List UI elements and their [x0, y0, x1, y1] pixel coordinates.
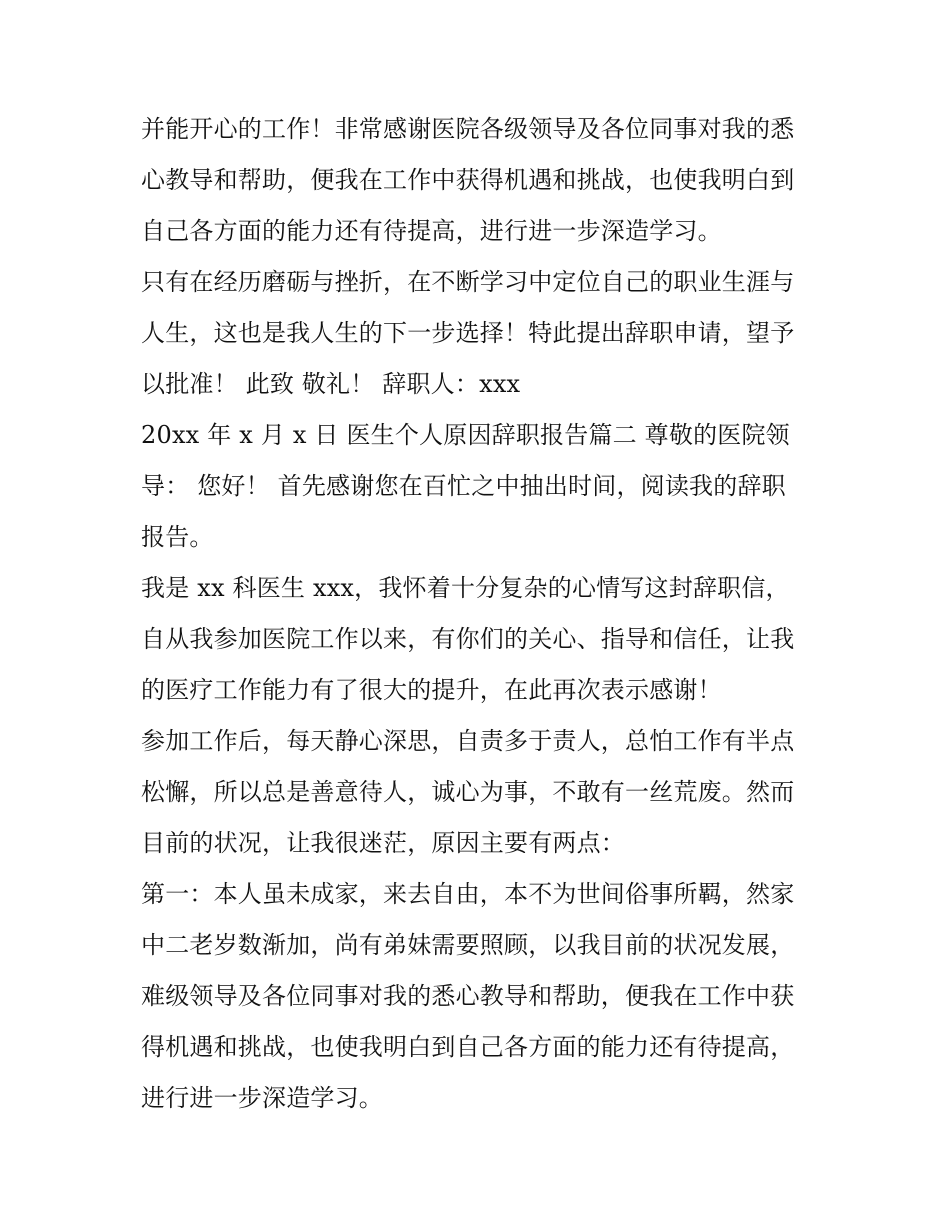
- text-line: 人生，这也是我人生的下一步选择！特此提出辞职申请，望予: [141, 319, 795, 347]
- text-line: 自从我参加医院工作以来，有你们的关心、指导和信任，让我: [141, 625, 795, 653]
- text-line: 松懈，所以总是善意待人，诚心为事，不敢有一丝荒废。然而: [141, 778, 795, 806]
- text-line: 得机遇和挑战，也使我明白到自己各方面的能力还有待提高，: [141, 1033, 795, 1061]
- text-line: 导： 您好！ 首先感谢您在百忙之中抽出时间，阅读我的辞职: [141, 472, 786, 500]
- text-line: 进行进一步深造学习。: [141, 1084, 383, 1112]
- text-line: 报告。: [141, 523, 214, 551]
- text-line: 心教导和帮助，便我在工作中获得机遇和挑战，也使我明白到: [141, 166, 795, 194]
- text-line: 中二老岁数渐加，尚有弟妹需要照顾，以我目前的状况发展，: [141, 931, 795, 959]
- text-line: 我是 xx 科医生 xxx，我怀着十分复杂的心情写这封辞职信，: [141, 574, 790, 602]
- text-line: 难级领导及各位同事对我的悉心教导和帮助，便我在工作中获: [141, 982, 795, 1010]
- text-line: 只有在经历磨砺与挫折，在不断学习中定位自己的职业生涯与: [141, 268, 795, 296]
- text-line: 以批准！ 此致 敬礼！ 辞职人：xxx: [141, 370, 521, 398]
- text-line: 自己各方面的能力还有待提高，进行进一步深造学习。: [141, 217, 722, 245]
- text-line: 20xx 年 x 月 x 日 医生个人原因辞职报告篇二 尊敬的医院领: [141, 421, 790, 449]
- text-line: 参加工作后，每天静心深思，自责多于责人，总怕工作有半点: [141, 727, 795, 755]
- document-body: [141, 104, 821, 1124]
- text-line: 目前的状况，让我很迷茫，原因主要有两点：: [141, 829, 625, 857]
- text-line: 第一：本人虽未成家，来去自由，本不为世间俗事所羁，然家: [141, 880, 795, 908]
- text-line: 并能开心的工作！非常感谢医院各级领导及各位同事对我的悉: [141, 115, 795, 143]
- text-line: 的医疗工作能力有了很大的提升，在此再次表示感谢！: [141, 676, 722, 704]
